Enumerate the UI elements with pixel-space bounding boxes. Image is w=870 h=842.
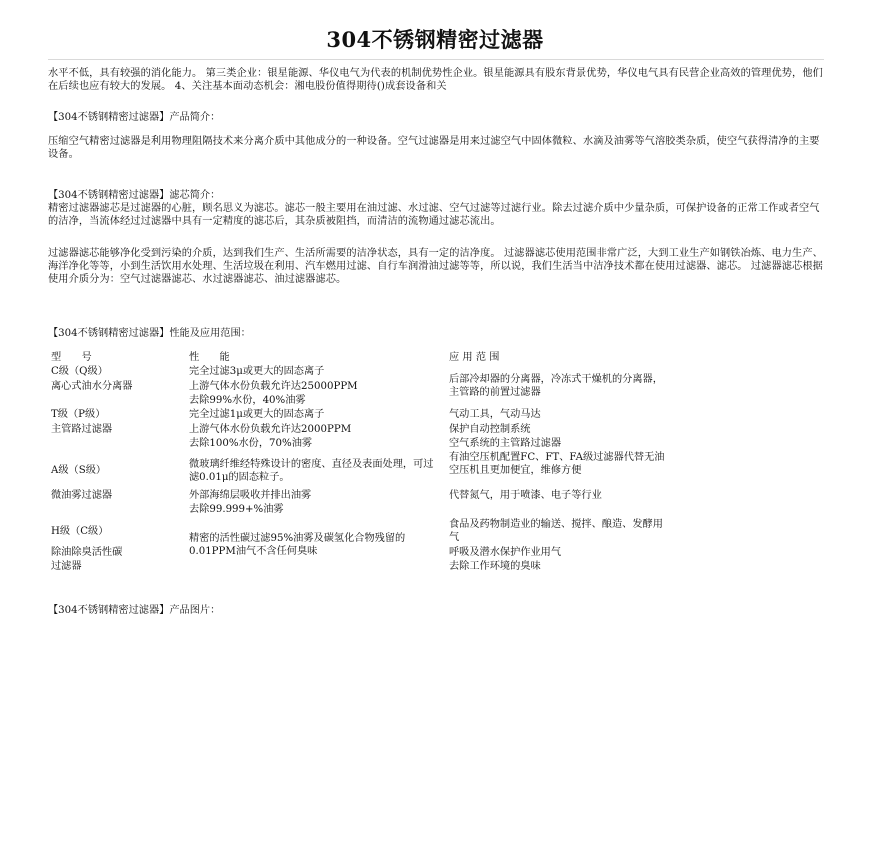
application-cell: 保护自动控制系统 [449,424,531,435]
application-cell: 后部冷却器的分离器，冷冻式干燥机的分离器，主管路的前置过滤器 [449,374,663,398]
page-title: 304不锈钢精密过滤器 [326,27,544,52]
application-cell: 空气系统的主管路过滤器 [449,438,562,449]
performance-cell: 微玻璃纤维经特殊设计的密度、直径及表面处理，可过滤0.01μ的固态粒子。 [189,459,434,483]
model-cell: T级（P级） [51,409,106,420]
product-picture-heading: 【304不锈钢精密过滤器】产品图片： [48,605,221,616]
performance-heading: 【304不锈钢精密过滤器】性能及应用范围： [48,328,251,339]
table-header-application: 应 用 范 围 [449,352,500,363]
performance-cell: 精密的活性碳过滤95%油雾及碳氢化合物残留的0.01PPM油气不含任何臭味 [189,533,406,557]
model-cell: 主管路过滤器 [51,424,113,435]
model-cell: 微油雾过滤器 [51,490,113,501]
model-cell: A级（S级） [51,465,107,476]
performance-cell: 完全过滤1μ或更大的固态离子 [189,409,325,420]
performance-cell: 完全过滤3μ或更大的固态离子 [189,366,325,377]
performance-cell: 去除99%水份，40%油雾 [189,395,306,406]
application-cell: 去除工作环境的臭味 [449,561,541,572]
model-cell: H级（C级） [51,526,109,537]
product-intro-paragraph: 压缩空气精密过滤器是利用物理阻隔技术来分离介质中其他成分的一种设备。空气过滤器是用来过滤空气中固体微粒、水滴及油雾等气溶胶类杂质，使空气获得清净的主要设备。 [48,136,820,160]
model-cell: 离心式油水分离器 [51,381,133,392]
performance-cell: 上游气体水份负载允许达2000PPM [189,424,352,435]
performance-cell: 外部海绵层吸收并排出油雾 [189,490,312,501]
application-cell: 食品及药物制造业的输送、搅拌、酿造、发酵用气 [449,519,663,543]
model-cell: C级（Q级） [51,366,108,377]
application-cell: 气动工具，气动马达 [449,409,541,420]
title-divider [48,59,824,60]
filter-core-paragraph-1: 精密过滤器滤芯是过滤器的心脏，顾名思义为滤芯。滤芯一般主要用在油过滤、水过滤、空气过滤等过滤行业。除去过滤介质中少量杂质，可保护设备的正常工作或者空气的洁净，当流体经过过滤器中具有一定精度的滤芯后，其杂质被阻挡，而清洁的流物通过滤芯流出。 [48,203,820,227]
product-intro-heading: 【304不锈钢精密过滤器】产品简介： [48,112,221,123]
intro-paragraph: 水平不低，具有较强的消化能力。 第三类企业：银星能源、华仪电气为代表的机制优势性企业。银星能源具有股东背景优势，华仪电气具有民营企业高效的管理优势，他们在后续也应有较大的发展。 4、关注基本面动态机会：湘电股份值得期待()成套设备和关 [48,68,823,92]
application-cell: 有油空压机配置FC、FT、FA级过滤器代替无油空压机且更加便宜，维修方便 [449,452,665,476]
performance-cell: 去除100%水份，70%油雾 [189,438,313,449]
filter-core-heading: 【304不锈钢精密过滤器】滤芯简介： [48,190,221,201]
table-header-model: 型 号 [51,352,92,363]
model-cell: 过滤器 [51,561,82,572]
application-cell: 代替氮气，用于喷漆、电子等行业 [449,490,602,501]
filter-core-paragraph-2: 过滤器滤芯能够净化受到污染的介质，达到我们生产、生活所需要的洁净状态，具有一定的洁净度。 过滤器滤芯使用范围非常广泛，大到工业生产如钢铁冶炼、电力生产、海洋净化等等，小到生活饮用水处理、生活垃圾在利用、汽车燃用过滤、自行车润滑油过滤等等，所以说，我们生活当中洁净技术都在使用过滤器、滤芯。 过滤器滤芯根据使用介质分为：空气过滤器滤芯、水过滤器滤芯、油过滤器滤芯。 [48,248,823,285]
application-cell: 呼吸及潜水保护作业用气 [449,547,562,558]
table-header-performance: 性 能 [189,352,230,363]
performance-cell: 上游气体水份负载允许达25000PPM [189,381,358,392]
performance-cell: 去除99.999+%油雾 [189,504,284,515]
model-cell: 除油除臭活性碳 [51,547,123,558]
